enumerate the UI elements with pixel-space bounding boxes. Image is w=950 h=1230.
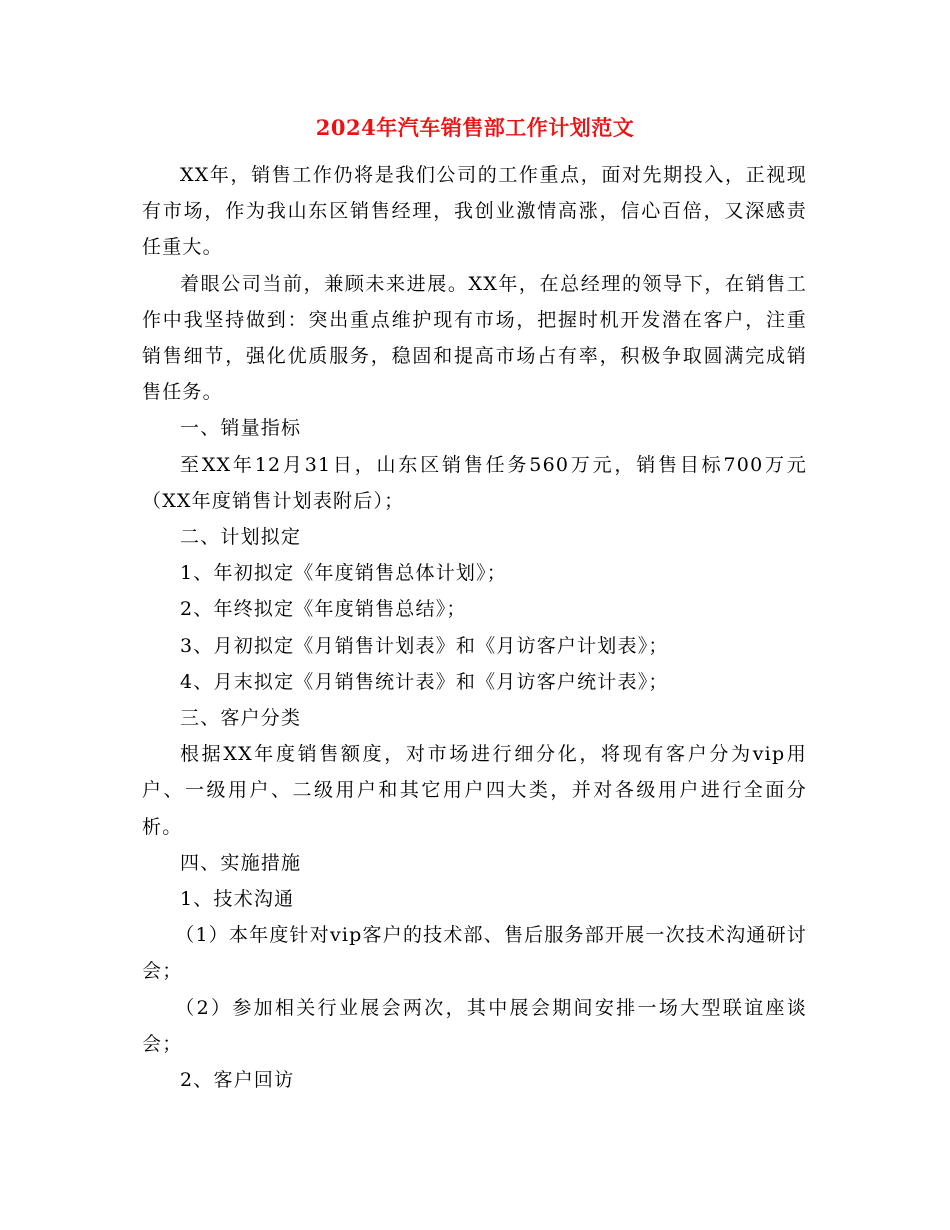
list-item-plan-4: 4、月末拟定《月销售统计表》和《月访客户统计表》； xyxy=(180,670,669,693)
paragraph-customer-category: 根据XX年度销售额度，对市场进行细分化，将现有客户分为vip用户、一级用户、二级用户和其它用户四大类，并对各级用户进行全面分析。 xyxy=(142,743,807,838)
section-heading-plan: 二、计划拟定 xyxy=(180,526,302,549)
document-title: 2024年汽车销售部工作计划范文 xyxy=(315,115,635,140)
subheading-tech-communication: 1、技术沟通 xyxy=(180,888,295,911)
subheading-customer-visit: 2、客户回访 xyxy=(180,1069,295,1092)
section-heading-measures: 四、实施措施 xyxy=(180,851,302,874)
paragraph-sales-target: 至XX年12月31日，山东区销售任务560万元，销售目标700万元（XX年度销售计划表附后）； xyxy=(142,453,807,512)
section-heading-sales-target: 一、销量指标 xyxy=(180,417,302,440)
list-item-plan-3: 3、月初拟定《月销售计划表》和《月访客户计划表》； xyxy=(180,634,669,657)
list-item-plan-2: 2、年终拟定《年度销售总结》； xyxy=(180,598,467,621)
document-body xyxy=(142,157,807,1098)
list-item-plan-1: 1、年初拟定《年度销售总体计划》； xyxy=(180,562,507,585)
list-item-tech-2: （2）参加相关行业展会两次，其中展会期间安排一场大型联谊座谈会； xyxy=(142,996,807,1055)
section-heading-customer-category: 三、客户分类 xyxy=(180,707,302,730)
paragraph-focus: 着眼公司当前，兼顾未来进展。XX年，在总经理的领导下，在销售工作中我坚持做到：突出重点维护现有市场，把握时机开发潜在客户，注重销售细节，强化优质服务，稳固和提高市场占有率，积极争取圆满完成销售任务。 xyxy=(142,272,807,404)
paragraph-intro: XX年，销售工作仍将是我们公司的工作重点，面对先期投入，正视现有市场，作为我山东区销售经理，我创业激情高涨，信心百倍，又深感责任重大。 xyxy=(142,164,807,259)
list-item-tech-1: （1）本年度针对vip客户的技术部、售后服务部开展一次技术沟通研讨会； xyxy=(142,924,807,983)
